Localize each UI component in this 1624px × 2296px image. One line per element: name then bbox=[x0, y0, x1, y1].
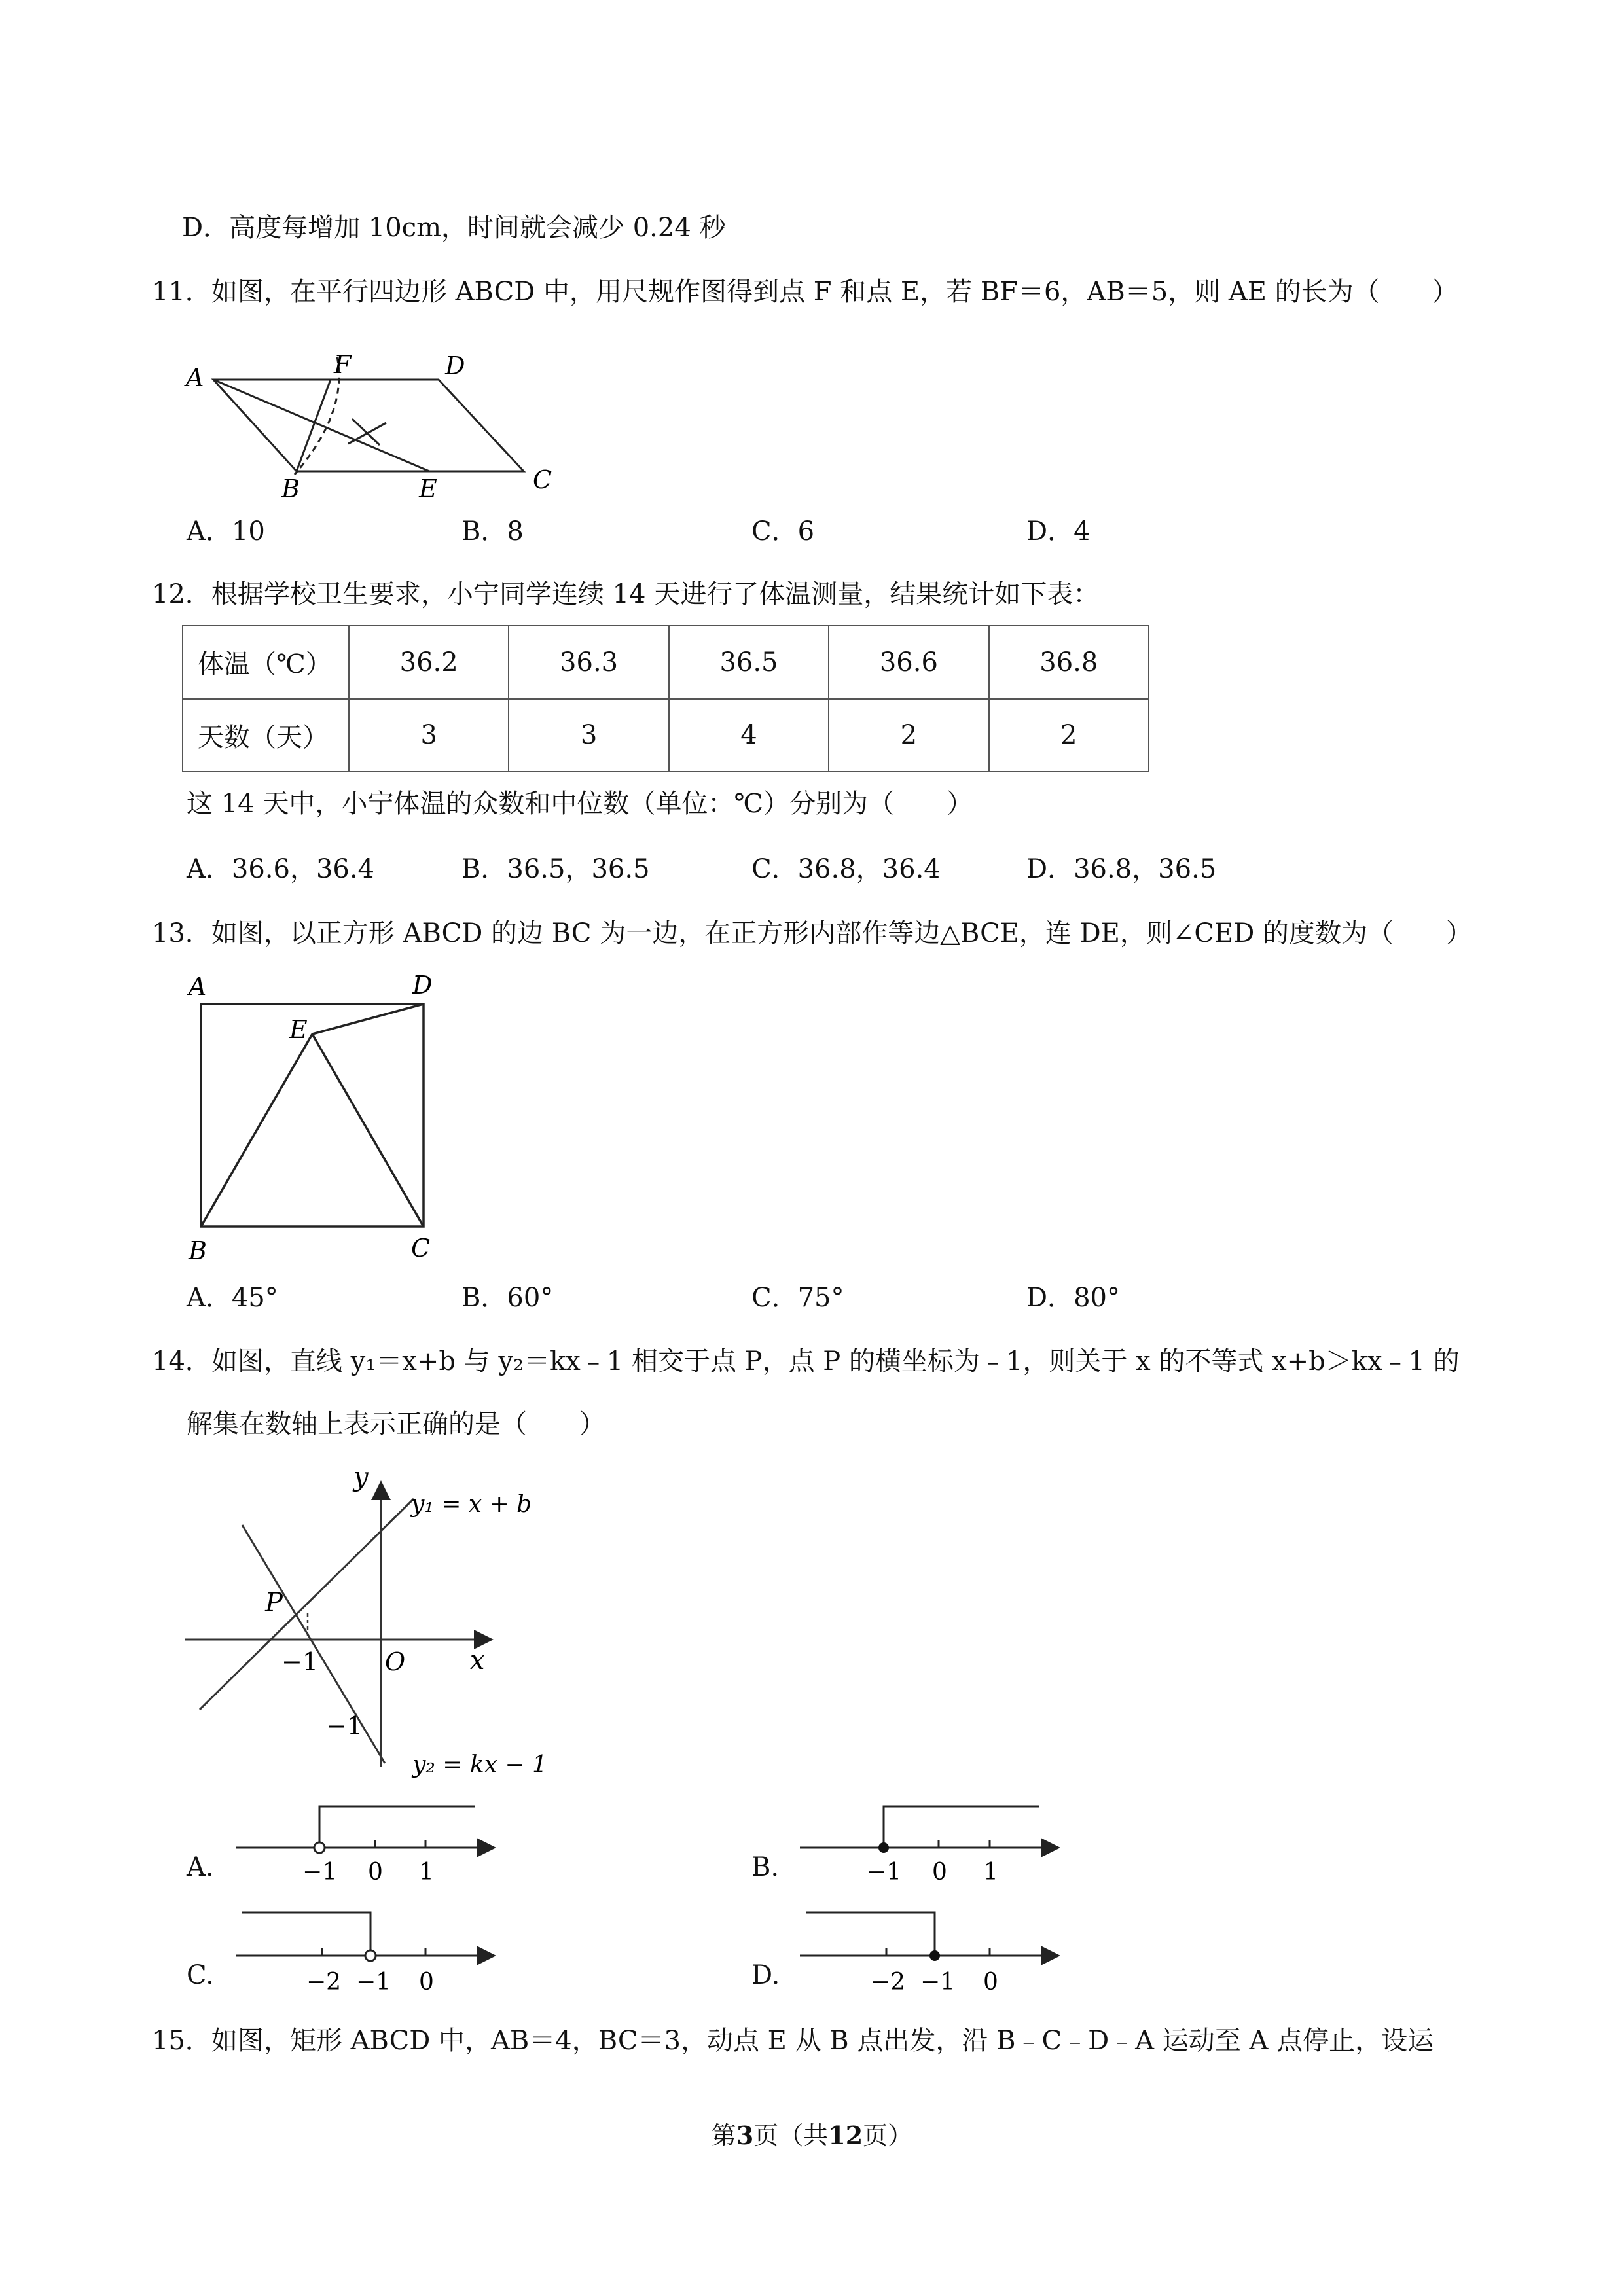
number-line-tick-label: 1 bbox=[983, 1859, 998, 1886]
table-row-header: 体温（℃） bbox=[183, 626, 349, 699]
q11-option-a: A．10 bbox=[187, 516, 265, 547]
table-cell: 36.6 bbox=[829, 626, 988, 699]
table-cell: 36.5 bbox=[669, 626, 829, 699]
q14-line2-label: y₂ = kx − 1 bbox=[412, 1751, 547, 1778]
q11-label-f: F bbox=[334, 350, 352, 379]
q12-option-b: B．36.5，36.5 bbox=[461, 854, 650, 884]
q14-option-c-number-line bbox=[236, 1898, 511, 1996]
table-cell: 3 bbox=[349, 699, 509, 772]
number-line-tick-label: 1 bbox=[419, 1859, 434, 1886]
page-footer bbox=[0, 2115, 1624, 2151]
number-line-tick-label: −1 bbox=[302, 1859, 338, 1886]
q11-label-d: D bbox=[445, 351, 465, 380]
q12-temperature-table bbox=[182, 625, 1149, 772]
q11-label-a: A bbox=[186, 363, 204, 392]
number-line-tick-label: −1 bbox=[920, 1969, 956, 1996]
q11-stem: 11．如图，在平行四边形 ABCD 中，用尺规作图得到点 F 和点 E，若 BF＝6，AB＝5，则 AE 的长为（ ） bbox=[152, 277, 1458, 307]
footer-suffix: 页） bbox=[863, 2121, 913, 2150]
table-cell: 4 bbox=[669, 699, 829, 772]
q13-option-d: D．80° bbox=[1026, 1283, 1120, 1313]
q14-coordinate-graph bbox=[177, 1460, 569, 1787]
table-row bbox=[183, 699, 1149, 772]
table-cell: 3 bbox=[509, 699, 668, 772]
q14-option-a-number-line bbox=[236, 1793, 511, 1892]
q14-option-d-letter: D. bbox=[751, 1960, 780, 1990]
q14-option-d-number-line bbox=[800, 1898, 1075, 1996]
q13-option-a: A．45° bbox=[187, 1283, 278, 1313]
q14-stem-line2: 解集在数轴上表示正确的是（ ） bbox=[187, 1409, 605, 1439]
q12-option-c: C．36.8，36.4 bbox=[751, 854, 941, 884]
table-cell: 2 bbox=[989, 699, 1149, 772]
q13-label-a: A bbox=[189, 972, 207, 1001]
q14-y-tick-label: −1 bbox=[326, 1712, 363, 1740]
q13-label-e: E bbox=[289, 1015, 308, 1044]
q11-option-b: B．8 bbox=[461, 516, 524, 547]
q11-parallelogram-figure bbox=[177, 340, 569, 504]
q12-question: 这 14 天中，小宁体温的众数和中位数（单位：℃）分别为（ ） bbox=[187, 789, 973, 819]
q14-line1-label: y₁ = x + b bbox=[411, 1491, 532, 1518]
number-line-tick-label: −1 bbox=[356, 1969, 391, 1996]
q11-option-c: C．6 bbox=[751, 516, 815, 547]
number-line-tick-label: 0 bbox=[932, 1859, 947, 1886]
footer-prefix: 第 bbox=[711, 2121, 736, 2150]
number-line-tick-label: 0 bbox=[368, 1859, 383, 1886]
q13-square-figure bbox=[177, 969, 452, 1270]
q14-origin-label: O bbox=[385, 1647, 406, 1676]
q11-label-c: C bbox=[533, 465, 552, 494]
number-line-tick-label: −2 bbox=[871, 1969, 906, 1996]
q14-option-a-letter: A. bbox=[187, 1852, 214, 1882]
q13-option-c: C．75° bbox=[751, 1283, 844, 1313]
number-line-tick-label: −1 bbox=[867, 1859, 902, 1886]
q11-label-e: E bbox=[419, 475, 437, 503]
number-line-tick-label: 0 bbox=[983, 1969, 998, 1996]
q14-option-b-number-line bbox=[800, 1793, 1075, 1892]
table-cell: 36.8 bbox=[989, 626, 1149, 699]
footer-total-pages: 12 bbox=[828, 2121, 863, 2150]
table-cell: 2 bbox=[829, 699, 988, 772]
q12-stem: 12．根据学校卫生要求，小宁同学连续 14 天进行了体温测量，结果统计如下表： bbox=[152, 579, 1100, 609]
q11-option-d: D．4 bbox=[1026, 516, 1091, 547]
q13-label-b: B bbox=[189, 1236, 207, 1265]
q13-label-d: D bbox=[412, 971, 433, 999]
number-line-tick-label: 0 bbox=[419, 1969, 434, 1996]
footer-page-number: 3 bbox=[736, 2121, 754, 2150]
q14-stem-line1: 14．如图，直线 y₁＝x+b 与 y₂＝kx﹣1 相交于点 P，点 P 的横坐标为﹣1，则关于 x 的不等式 x+b＞kx﹣1 的 bbox=[152, 1346, 1460, 1376]
q10-option-d: D．高度每增加 10cm，时间就会减少 0.24 秒 bbox=[182, 213, 726, 243]
q12-option-a: A．36.6，36.4 bbox=[187, 854, 375, 884]
number-line-tick-label: −2 bbox=[306, 1969, 342, 1996]
q14-y-axis-label: y bbox=[353, 1462, 369, 1492]
q13-option-b: B．60° bbox=[461, 1283, 554, 1313]
footer-middle: 页（共 bbox=[753, 2121, 829, 2150]
q14-x-axis-label: x bbox=[470, 1645, 485, 1676]
table-cell: 36.2 bbox=[349, 626, 509, 699]
q14-x-tick-label: −1 bbox=[281, 1647, 319, 1676]
q14-option-b-letter: B. bbox=[751, 1852, 780, 1882]
q11-label-b: B bbox=[281, 475, 300, 503]
q13-stem: 13．如图，以正方形 ABCD 的边 BC 为一边，在正方形内部作等边△BCE，连 DE，则∠CED 的度数为（ ） bbox=[152, 918, 1472, 948]
table-row bbox=[183, 626, 1149, 699]
q13-label-c: C bbox=[411, 1234, 431, 1263]
q12-option-d: D．36.8，36.5 bbox=[1026, 854, 1217, 884]
table-cell: 36.3 bbox=[509, 626, 668, 699]
q14-option-c-letter: C. bbox=[187, 1960, 214, 1990]
q15-stem: 15．如图，矩形 ABCD 中，AB＝4，BC＝3，动点 E 从 B 点出发，沿 B﹣C﹣D﹣A 运动至 A 点停止，设运 bbox=[152, 2026, 1434, 2056]
table-row-header: 天数（天） bbox=[183, 699, 349, 772]
q14-point-label: P bbox=[265, 1588, 283, 1618]
